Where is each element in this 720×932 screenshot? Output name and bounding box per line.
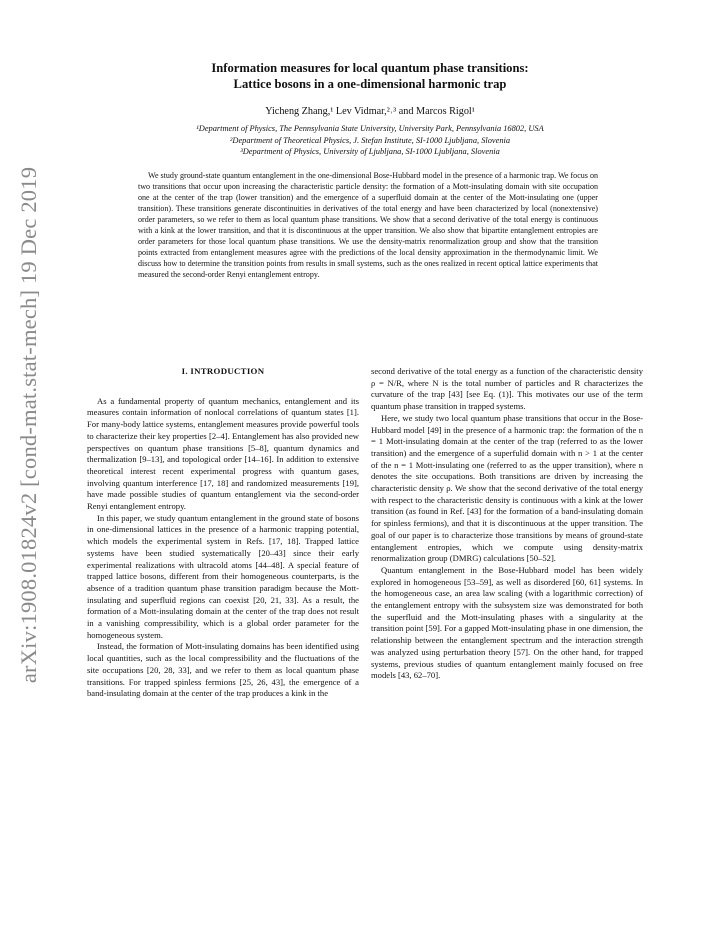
affiliations [90,123,650,158]
arxiv-identifier-margin [12,166,46,684]
title-line: Lattice bosons in a one-dimensional harmonic trap [233,77,507,91]
body-paragraph: Instead, the formation of Mott-insulating domains has been identified using local quantities, such as the local compressibility and the fluctuations of the site occupations [20, 28, 33], and we refer to them as local quantum phase transitions. For trapped spinless fermions [25, 26, 43], the emergence of a band-insulating domain at the center of the trap produces a kink in the [87,641,359,699]
affiliation: ²Department of Theoretical Physics, J. Stefan Institute, SI-1000 Ljubljana, Slovenia [229,135,511,145]
body-paragraph: Here, we study two local quantum phase transitions that occur in the Bose-Hubbard model [49] in the presence of a harmonic trap: the formation of the n = 1 Mott-insulating domain at the center of the trap (referred to as the lower transition) and the emergence of a superfulid domain with n > 1 at the center of the n = 1 Mott-insulating one (referred to as the upper transition), where n denotes the site occupations. Both transitions are driven by increasing the characteristic density ρ. We show that the second derivative of the total energy with respect to the characteristic density is continuous with a kink at the lower transition (as found in Ref. [43] for the formation of a band-insulating domain for spinless fermions), and that it is discontinuous at the upper transition. The goal of our paper is to characterize those transitions by means of ground-state entanglement entropies, which we compute using density-matrix renormalization group (DMRG) calculations [50–52]. [371,412,643,564]
body-paragraph: As a fundamental property of quantum mechanics, entanglement and its measures contain information of nonlocal correlations of quantum states [1]. For many-body lattice systems, entanglement measures provide powerful tools to characterize their key properties [2–4]. Entanglement has also provided new perspectives on quantum phase transitions [5–8], quantum dynamics and thermalization [9–13], and topological order [14–16]. In addition to extensive theoretical interest recent experimental progress with quantum gases, involving quantum interference [17, 18] and randomized measurements [19], have made possible studies of quantum entanglement via the second-order Renyi entanglement entropy. [87,395,359,512]
abstract-text: We study ground-state quantum entanglement in the one-dimensional Bose-Hubbard model in the presence of a harmonic trap. We focus on two transitions that occur upon increasing the characteristic particle density: the formation of a Mott-insulating domain with site occupation one at the center of the trap (lower transition) and the emergence of a superfluid domain at the center of the Mott-insulating one (upper transition). These transitions generate discontinuities in derivatives of the total energy and have been characterized by local (nonextensive) order parameters, so we refer to them as local quantum phase transitions. We show that a second derivative of the total energy is continuous with a kink at the lower transition, and that it is discontinuous at the upper transition. We also show that bipartite entanglement entropies are order parameters for those local quantum phase transitions. We use the density-matrix renormalization group and show that the transition points extracted from entanglement measures agree with the predictions of the local density approximation in the thermodynamic limit. We discuss how to determine the transition points from results in small systems, such as the ones realized in recent optical lattice experiments that measured the second-order Renyi entanglement entropy. [138,171,598,280]
author-list: Yicheng Zhang,¹ Lev Vidmar,²˒³ and Marcos Rigol¹ [265,106,475,117]
right-column [371,366,643,682]
left-column [87,366,359,700]
paper-title [90,60,650,92]
body-paragraph: Quantum entanglement in the Bose-Hubbard model has been widely explored in homogeneous [53–59], as well as disordered [60, 61] systems. In the homogeneous case, an area law scaling (with a logarithmic correction) of the entanglement entropy with the subsystem size was demonstrated for both the superfluid and the Mott-insulating phases with a singularity at the transition point [59]. For a gapped Mott-insulating phase in one dimension, the relationship between the entanglement spectrum and the interaction strength was analyzed using perturbation theory [57]. On the other hand, for trapped systems, previous studies of quantum entanglement mainly focused on free models [43, 62–70]. [371,564,643,681]
abstract [138,170,598,280]
affiliation: ¹Department of Physics, The Pennsylvania State University, University Park, Pennsylvania 16802, USA [196,124,544,133]
affiliation: ³Department of Physics, University of Ljubljana, SI-1000 Ljubljana, Slovenia [240,147,500,157]
body-paragraph: In this paper, we study quantum entanglement in the ground state of bosons in one-dimensional lattices in the presence of a harmonic trapping potential, which models the experimental system in Refs. [17, 18]. Trapped lattice systems have been studied systematically [20–43] since their early experimental realizations with ultracold atoms [44–48]. A special feature of trapped lattice bosons, different from their homogeneous counterparts, is the absence of a tradition quantum phase transition paradigm because the Mott-insulating and superfluid regions can coexist [20, 21, 33]. As a result, the formation of a Mott-insulating domain at the center of the trap does not result in a vanishing compressibility, which is a global order parameter for the homogeneous system. [87,512,359,640]
body-paragraph: second derivative of the total energy as a function of the characteristic density ρ = N/R, where N is the total number of particles and R characterizes the curvature of the trap [43] [see Eq. (1)]. This motivates our use of the term quantum phase transition in trapped systems. [371,366,643,412]
title-line: Information measures for local quantum phase transitions: [211,61,529,75]
section-heading: I. INTRODUCTION [181,366,265,376]
arxiv-identifier: arXiv:1908.01824v2 [cond-mat.stat-mech] 19 Dec 2019 [16,166,42,684]
